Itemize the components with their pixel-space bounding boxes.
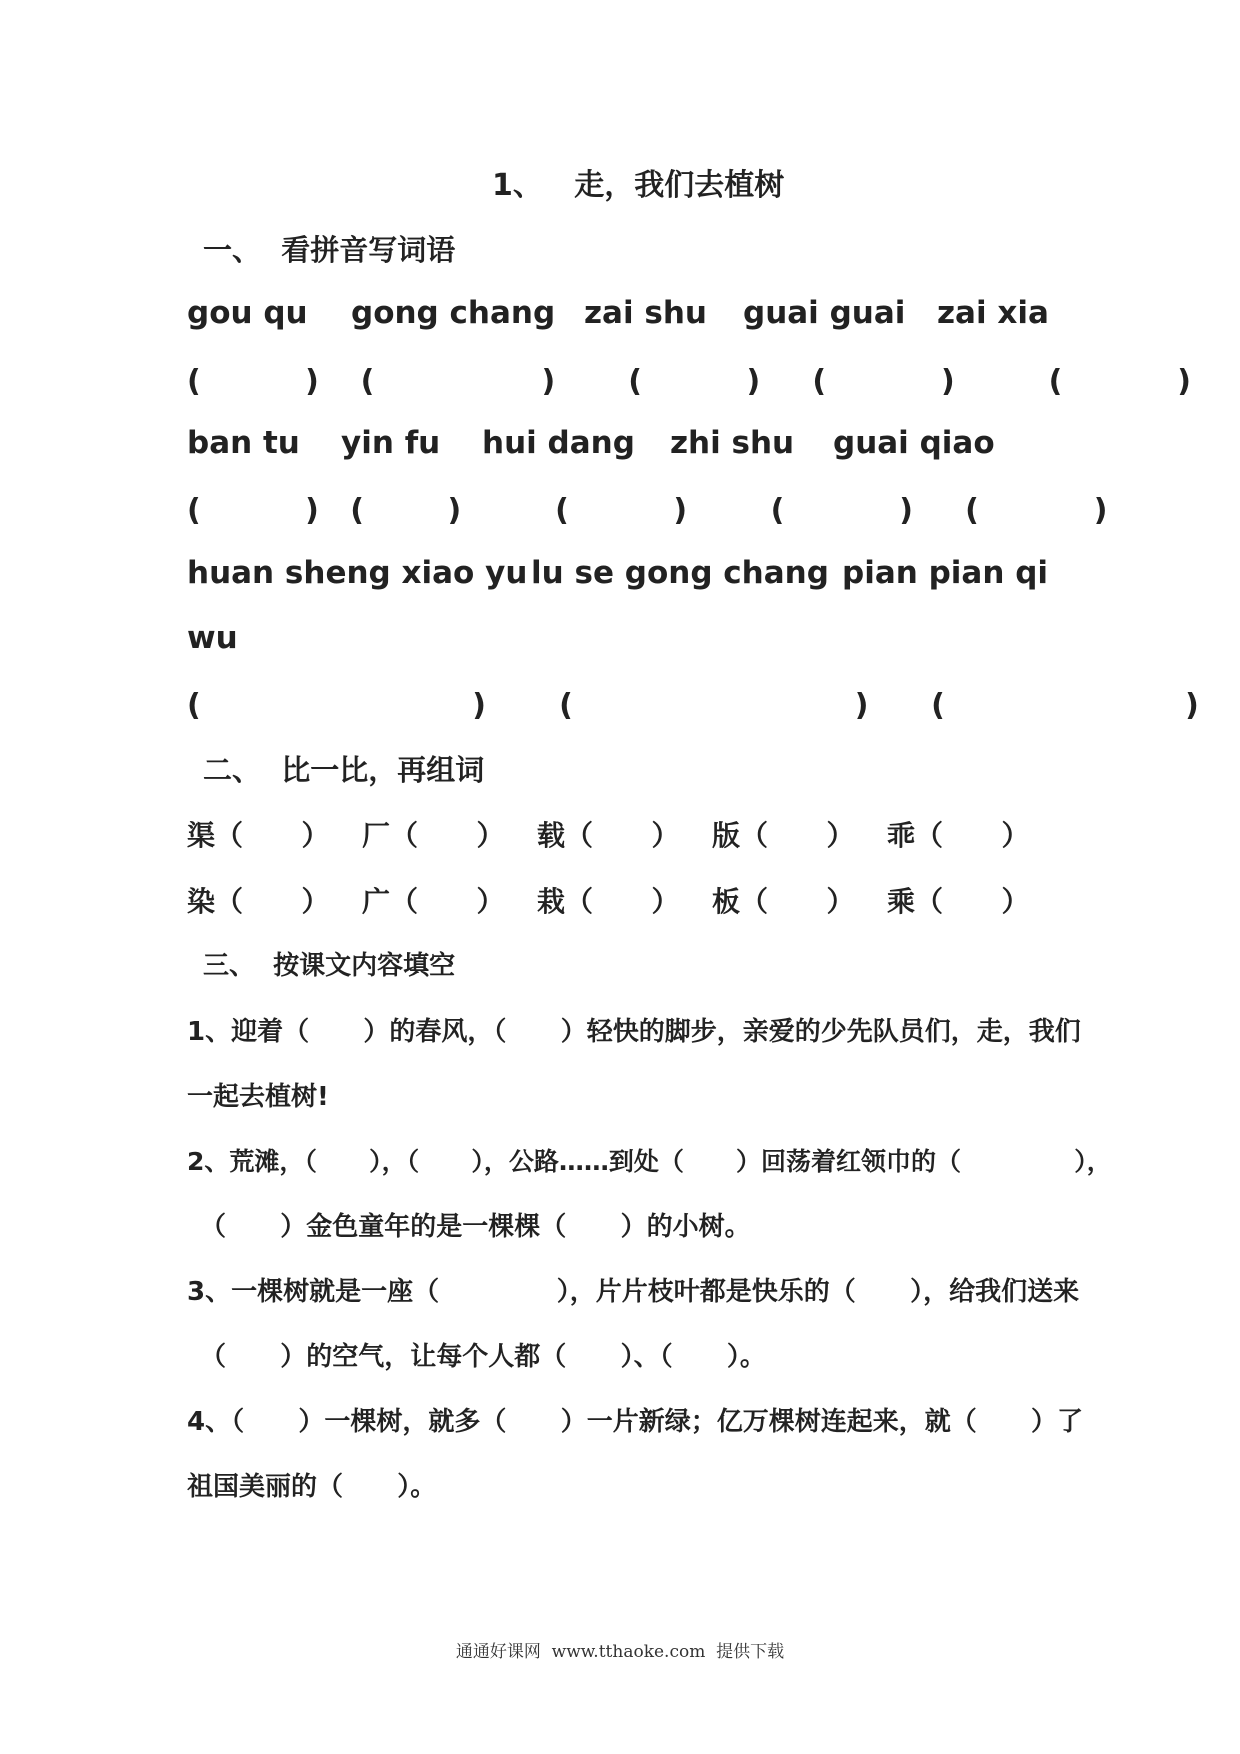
pinyin-item: yin fu (341, 425, 441, 461)
compare-item: 版（ ） (712, 819, 855, 852)
section-1-heading: 一、 看拼音写词语 (203, 233, 456, 267)
pinyin-item: zhi shu (670, 425, 795, 461)
pinyin-item: zai shu (584, 295, 707, 331)
pinyin-item: hui dang (482, 425, 635, 461)
pinyin-item: gou qu (187, 295, 308, 331)
pinyin-item: guai qiao (833, 425, 995, 461)
answer-brackets-row: ( ) ( ) ( ) (187, 688, 1199, 723)
compare-item: 染（ ） (187, 885, 330, 918)
pinyin-item: huan sheng xiao yu (187, 555, 528, 591)
pinyin-item: pian pian qi (842, 555, 1049, 591)
pinyin-item: lu se gong chang (531, 555, 829, 591)
fill-question-4: 4、（ ）一棵树，就多（ ）一片新绿；亿万棵树连起来，就（ ）了 (187, 1407, 1084, 1437)
pinyin-item: zai xia (937, 295, 1049, 331)
fill-question-1: 1、迎着（ ）的春风，（ ）轻快的脚步，亲爱的少先队员们，走，我们 (187, 1017, 1081, 1047)
compare-item: 渠（ ） (187, 819, 330, 852)
compare-item: 广（ ） (362, 885, 505, 918)
pinyin-item: gong chang (351, 295, 556, 331)
pinyin-item: guai guai (743, 295, 906, 331)
answer-brackets-row: ( ) ( ) ( ) ( ) ( ) (187, 364, 1191, 399)
compare-item: 厂（ ） (362, 819, 505, 852)
compare-item: 板（ ） (712, 885, 855, 918)
page-footer: 通通好课网 www.tthaoke.com 提供下载 (455, 1642, 785, 1662)
compare-item: 乖（ ） (887, 819, 1030, 852)
section-3-heading: 三、 按课文内容填空 (203, 951, 456, 981)
compare-item: 栽（ ） (537, 885, 680, 918)
fill-question-2-cont: （ ）金色童年的是一棵棵（ ）的小树。 (200, 1212, 751, 1242)
fill-question-3: 3、一棵树就是一座（ ），片片枝叶都是快乐的（ ），给我们送来 (187, 1277, 1080, 1307)
fill-question-2: 2、荒滩，（ ），（ ），公路……到处（ ）回荡着红领巾的（ ）， (187, 1147, 1112, 1176)
compare-item: 载（ ） (537, 819, 680, 852)
compare-item: 乘（ ） (887, 885, 1030, 918)
page-title: 1、 走，我们去植树 (492, 168, 785, 203)
pinyin-item: ban tu (187, 425, 300, 461)
answer-brackets-row: ( ) ( ) ( ) ( ) ( ) (187, 493, 1108, 528)
pinyin-item: wu (187, 620, 238, 656)
fill-question-3-cont: （ ）的空气，让每个人都（ ）、（ ）。 (200, 1342, 766, 1372)
fill-question-4-cont: 祖国美丽的（ ）。 (187, 1472, 437, 1502)
fill-question-1-cont: 一起去植树! (187, 1082, 329, 1112)
section-2-heading: 二、 比一比，再组词 (203, 753, 485, 787)
